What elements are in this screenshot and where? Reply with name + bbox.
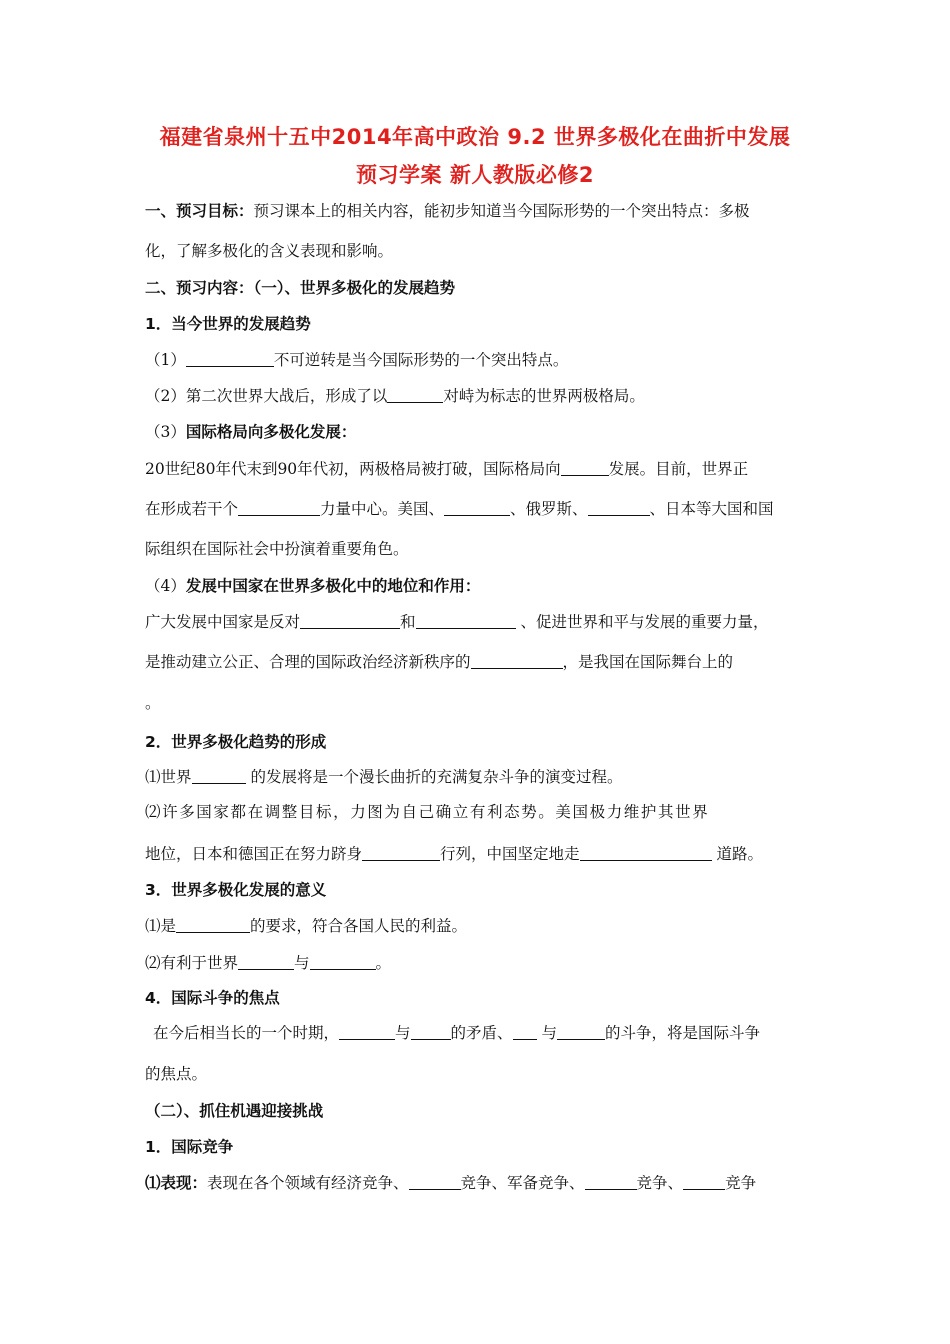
s1-item-3-num: （3） (145, 423, 186, 441)
s1-item-4-heading (145, 575, 810, 597)
fill-blank[interactable] (683, 1173, 725, 1190)
s1-item-4-num: （4） (145, 577, 186, 595)
text: 。 (375, 954, 392, 972)
fill-blank[interactable] (192, 767, 246, 784)
s1-item-2 (145, 385, 810, 407)
part-2-section-1-heading: 1．国际竞争 (145, 1138, 234, 1156)
text: 道路。 (711, 845, 763, 863)
part-2-heading: （二）、抓住机遇迎接挑战 (145, 1102, 324, 1120)
s1-item-3-heading (145, 421, 810, 443)
text: 表现在各个领域有经济竞争、 (207, 1174, 409, 1192)
text: 在今后相当长的一个时期， (153, 1024, 340, 1042)
fill-blank[interactable] (186, 350, 274, 367)
fill-blank[interactable] (416, 612, 516, 629)
s1-item-2-text-b: 对峙为标志的世界两极格局。 (443, 387, 645, 405)
s3-item-2 (145, 952, 810, 974)
fill-blank[interactable] (238, 499, 320, 516)
text: 竞争、 (636, 1174, 684, 1192)
text: ⑴是 (145, 917, 177, 935)
text: 竞争 (725, 1174, 757, 1192)
s1-item-1 (145, 349, 810, 371)
text: 力量中心。美国、 (320, 500, 445, 518)
s4-line-1 (153, 1022, 810, 1044)
label: ⑴表现： (145, 1174, 208, 1192)
s1-item-3-line-2 (145, 498, 810, 520)
fill-blank[interactable] (409, 1173, 461, 1190)
s1-item-4-line-3: 。 (145, 694, 161, 712)
text: 发展。目前，世界正 (608, 460, 749, 478)
text: 的斗争，将是国际斗争 (604, 1024, 760, 1042)
section-3-heading: 3．世界多极化发展的意义 (145, 881, 327, 899)
text: ，是我国在国际舞台上的 (562, 653, 734, 671)
text: 竞争、军备竞争、 (460, 1174, 585, 1192)
fill-blank[interactable] (310, 953, 376, 970)
s1-item-2-text-a: （2）第二次世界大战后，形成了以 (145, 387, 388, 405)
text: 行列，中国坚定地走 (440, 845, 580, 863)
text: 在形成若干个 (145, 500, 239, 518)
s2-item-2-line-1: ⑵许多国家都在调整目标，力图为自己确立有利态势。美国极力维护其世界 (145, 803, 710, 821)
text: 广大发展中国家是反对 (145, 613, 301, 631)
s2-item-1 (145, 766, 810, 788)
fill-blank[interactable] (471, 652, 563, 669)
section-2-heading: 2．世界多极化趋势的形成 (145, 733, 327, 751)
fill-blank[interactable] (513, 1023, 537, 1040)
preview-goal-line-2: 化，了解多极化的含义表现和影响。 (145, 242, 394, 260)
s2-item-2-line-2 (145, 843, 810, 865)
s1-item-4-line-1 (145, 611, 810, 633)
preview-goal-text: 预习课本上的相关内容，能初步知道当今国际形势的一个突出特点：多极 (253, 202, 750, 220)
preview-goal-label: 一、预习目标： (145, 202, 254, 220)
text: 地位，日本和德国正在努力跻身 (145, 845, 363, 863)
text: 、日本等大国和国 (649, 500, 774, 518)
text: 与 (536, 1024, 557, 1042)
preview-goal-line-1 (145, 200, 810, 222)
text: 与 (294, 954, 310, 972)
document-title-line-2: 预习学案 新人教版必修2 (356, 163, 594, 187)
text: 20世纪80年代末到90年代初，两极格局被打破，国际格局向 (145, 460, 561, 478)
s1-item-4-title: 发展中国家在世界多极化中的地位和作用： (185, 577, 481, 595)
fill-blank[interactable] (444, 499, 510, 516)
text: 的矛盾、 (450, 1024, 513, 1042)
text: 与 (395, 1024, 411, 1042)
fill-blank[interactable] (411, 1023, 451, 1040)
text: 的要求，符合各国人民的利益。 (250, 917, 468, 935)
s4-line-2: 的焦点。 (145, 1065, 208, 1083)
text: ⑴世界 (145, 768, 192, 786)
fill-blank[interactable] (362, 844, 440, 861)
fill-blank[interactable] (561, 459, 609, 476)
fill-blank[interactable] (557, 1023, 605, 1040)
text: 和 (400, 613, 416, 631)
section-4-heading: 4．国际斗争的焦点 (145, 989, 280, 1007)
fill-blank[interactable] (580, 844, 712, 861)
fill-blank[interactable] (300, 612, 400, 629)
part-2-s1-line-1 (145, 1172, 810, 1194)
fill-blank[interactable] (238, 953, 294, 970)
s1-item-4-line-2 (145, 651, 810, 673)
s1-item-1-text: 不可逆转是当今国际形势的一个突出特点。 (273, 351, 569, 369)
text: 的发展将是一个漫长曲折的充满复杂斗争的演变过程。 (245, 768, 623, 786)
text: 、促进世界和平与发展的重要力量， (515, 613, 769, 631)
s1-item-1-num: （1） (145, 351, 186, 369)
fill-blank[interactable] (176, 916, 250, 933)
s1-item-3-line-3: 际组织在国际社会中扮演着重要角色。 (145, 540, 409, 558)
s1-item-3-title: 国际格局向多极化发展： (185, 423, 357, 441)
content-heading: 二、预习内容：（一）、世界多极化的发展趋势 (145, 279, 456, 297)
text: ⑵有利于世界 (145, 954, 239, 972)
fill-blank[interactable] (585, 1173, 637, 1190)
fill-blank[interactable] (387, 386, 443, 403)
s1-item-3-line-1 (145, 458, 810, 480)
document-title-line-1: 福建省泉州十五中2014年高中政治 9.2 世界多极化在曲折中发展 (159, 125, 791, 149)
text: 、俄罗斯、 (510, 500, 588, 518)
text: 是推动建立公正、合理的国际政治经济新秩序的 (145, 653, 471, 671)
fill-blank[interactable] (339, 1023, 395, 1040)
fill-blank[interactable] (588, 499, 650, 516)
section-1-heading: 1．当今世界的发展趋势 (145, 315, 311, 333)
s3-item-1 (145, 915, 810, 937)
